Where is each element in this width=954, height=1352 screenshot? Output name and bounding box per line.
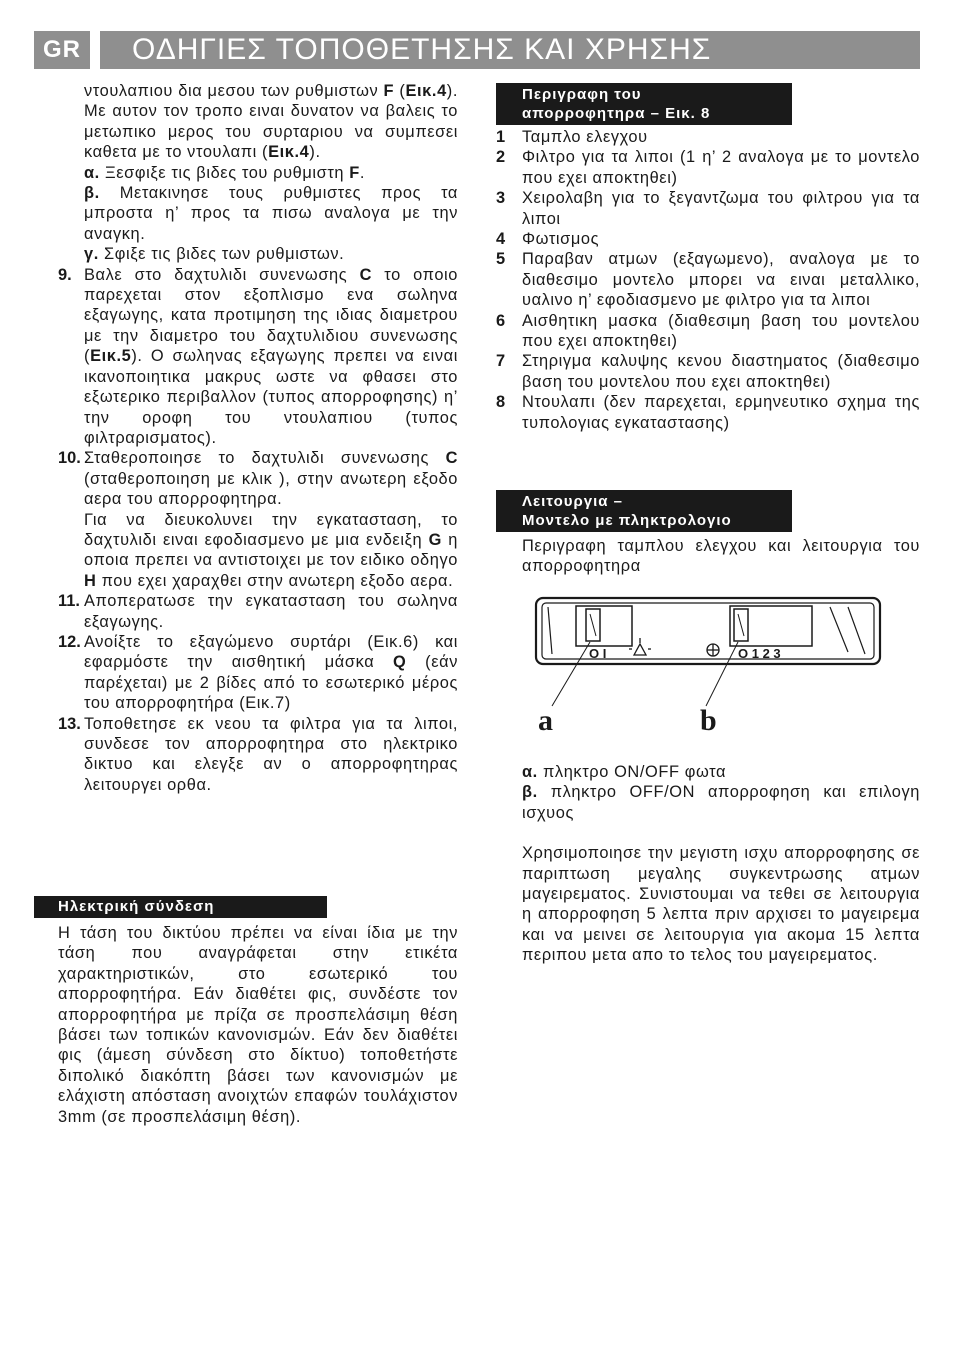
operation-heading: [496, 490, 792, 532]
list-item: [496, 147, 920, 188]
list-number: 4: [496, 230, 506, 249]
fan-icon: [707, 644, 719, 656]
spacer: [522, 823, 920, 843]
step-text-part: που εχει χαραχθει στην ανωτερη εξοδο αερα.: [96, 571, 454, 590]
operation-heading-line: Λειτουργια –: [522, 493, 623, 510]
usage-paragraph: Χρησιμοποιησε την μεγιστη ισχυ απορροφησης σε παριπτωση μεγαλης συγκεντρωσης ατμων μαγειρεματος. Συνιστουμαι να τεθει σε λειτουργια η απορροφηση 5 λεπτα πριν αρχισει το μαγειρεμα και να μεινει σε λειτουργια για ακομα 15 λεπτα περιπου μετα απο το τελος του μαγειρεματος.: [522, 844, 920, 965]
step-9: [58, 265, 458, 449]
step-text: Αποπερατωσε την εγκατασταση του σωληνα εξαγωγης.: [84, 592, 458, 631]
language-badge: GR: [34, 31, 90, 69]
intro-paragraph: [58, 81, 458, 163]
list-text: Φωτισμος: [522, 230, 600, 249]
ref-fig4: Εικ.4: [268, 143, 310, 162]
step-text-part: ). Ο σωληνας εξαγωγης πρεπει να ειναι ικανοποιητικα μακρυς ωστε να φθασει στο εξωτερικο περιβαλλον (τυπος απορροφησης) η’ την οροφη του ντουλαπιου (τυπος φιλτραρισματος).: [84, 347, 458, 447]
ref-f: F: [383, 82, 395, 100]
step-number: 10.: [58, 449, 81, 468]
step-10: [58, 448, 458, 591]
list-item: [496, 127, 920, 147]
operation-section: [496, 490, 920, 577]
list-number: 8: [496, 393, 506, 412]
step-number: 13.: [58, 714, 81, 733]
ref-fig4: Εικ.4: [405, 82, 447, 100]
sub-step-label: γ.: [84, 245, 99, 264]
step-text-part: το οποιο παρεχεται στον εξοπλισμο ενα σωληνα εξαγωγης, κατα προτιμηση της ιδιας διαμετρου με την διαμετρο του δαχτυλιδιου συνενωσης (: [84, 265, 459, 366]
electrical-section: [34, 896, 458, 1127]
control-panel-diagram: [530, 592, 890, 742]
intro-text: ντουλαπιου δια μεσου των ρυθμιστων: [84, 82, 384, 100]
key-label: β.: [522, 783, 538, 802]
intro-text: ).: [309, 143, 321, 162]
ref-fig5: Εικ.5: [90, 347, 132, 366]
label-b: b: [700, 704, 717, 737]
operation-intro: Περιγραφη ταμπλου ελεγχου και λειτουργια του απορροφητηρα: [522, 537, 920, 576]
list-text: Φιλτρο για τα λιποι (1 η’ 2 αναλογα με το μοντελο που εχει αποκτηθει): [522, 148, 920, 187]
ref-c: C: [359, 265, 372, 284]
list-number: 2: [496, 148, 506, 167]
ref-q: Q: [393, 653, 407, 672]
description-heading: [496, 83, 792, 125]
fan-switch-marks: O 1 2 3: [738, 646, 781, 661]
page-title: ΟΔΗΓΙΕΣ ΤΟΠΟΘΕΤΗΣΗΣ ΚΑΙ ΧΡΗΣΗΣ: [100, 31, 920, 69]
intro-text: (: [394, 82, 406, 100]
key-text: πληκτρο ON/OFF φωτα: [537, 763, 727, 781]
step-text: [84, 632, 458, 714]
ref-c: C: [445, 449, 458, 468]
description-heading-line: απορροφητηρα – Εικ. 8: [522, 105, 711, 122]
step-number: 9.: [58, 265, 72, 284]
key-a-description: [522, 762, 920, 782]
step-12: [58, 632, 458, 714]
description-heading-line: Περιγραφη του: [522, 86, 642, 103]
key-label: α.: [522, 763, 538, 781]
step-text-part: Βαλε στο δαχτυλιδι συνενωσης: [84, 265, 360, 284]
electrical-text: Η τάση του δικτύου πρέπει να είναι ίδια με την τάση που αναγράφεται στην ετικέτα χαρακτηριστικών, στο εσωτερικό του απορροφητήρα. Εάν διαθέτει φις, συνδέστε τον απορροφητήρα με πρίζα σε προσπελάσιμη θέση βάσει των τοπικών κανονισμών. Εάν δεν διαθέτει φις (άμεση σύνδεση στο δίκτυο) τοποθετήστε διπολικό διακόπτη βάσει των κανονισμών με ελάχιστη απόσταση ανοιχτών επαφών τουλάχιστον 3mm (σε προσπελάσιμη θέση).: [58, 924, 458, 1126]
step-number: 11.: [58, 592, 80, 611]
right-column: [496, 83, 920, 433]
list-item: [496, 249, 920, 310]
step-text-part: (εάν παρέχεται) με 2 βίδες από το εσωτερικό μέρος του απορροφητήρα (Εικ.7): [84, 653, 458, 713]
list-number: 6: [496, 311, 506, 330]
list-item: [496, 311, 920, 352]
list-item: [496, 229, 920, 249]
sub-step-text: .: [359, 163, 366, 182]
list-number: 5: [496, 250, 506, 269]
step-13: [58, 714, 458, 796]
list-text: Ντουλαπι (δεν παρεχεται, ερμηνευτικο σχημα της τυπολογιας εγκαταστασης): [522, 393, 920, 432]
step-text-part: η οποια πρεπει να αντιστοιχει με τον ειδικο οδηγο: [84, 530, 458, 570]
list-number: 1: [496, 128, 506, 146]
label-a: a: [538, 704, 553, 737]
step-text: [84, 448, 458, 591]
light-switch-marks: O I: [589, 646, 607, 661]
step-text-part: Για να διευκολυνει την εγκατασταση, το δαχτυλιδι ειναι εφοδιασμενο με μια ενδειξη: [84, 510, 458, 549]
intro-text: ). Με αυτον τον τροπο ειναι δυνατον να βαλεις το μετωπικο μερος του συρταριου να συμπεσει καθετα με το ντουλαπι (: [84, 82, 459, 162]
ref-g: G: [428, 530, 442, 549]
list-text: Παραβαν ατμων (εξαγωμενο), αναλογα με το διαθεσιμο μοντελο μπορει να ειναι μεταλλικο, υαλινο η’ εφοδιασμενο με φιλτρο για τα λιποι: [522, 250, 920, 310]
list-item: [496, 351, 920, 392]
list-number: 3: [496, 189, 506, 208]
sub-step-c: [58, 244, 458, 264]
keys-section: [522, 762, 920, 966]
operation-heading-line: Μοντελο με πληκτρολογιο: [522, 512, 732, 529]
step-text-part: Ανοίξτε το εξαγώμενο συρτάρι (Εικ.6) και εφαρμόστε την αισθητική μάσκα: [84, 632, 458, 672]
sub-step-text: Ξεσφιξε τις βιδες του ρυθμιστη: [99, 163, 350, 182]
step-text-part: Σταθεροποιησε το δαχτυλιδι συνενωσης: [84, 449, 446, 468]
electrical-heading: Ηλεκτρική σύνδεση: [34, 896, 327, 918]
sub-step-a: [58, 163, 458, 183]
parts-list: [496, 127, 920, 433]
step-text: [84, 265, 458, 449]
list-item: [496, 392, 920, 433]
left-column: [58, 81, 458, 795]
sub-step-label: α.: [84, 163, 100, 182]
step-text-part: (σταθεροποιηση με κλικ ), στην ανωτερη εξοδο αερα του απορροφητηρα.: [84, 469, 458, 509]
sub-step-text: Μετακινησε τους ρυθμιστες προς τα μπροστα η’ προς τα πισω αναλογα με την αναγκη.: [84, 184, 458, 243]
step-text: Τοποθετησε εκ νεου τα φιλτρα για τα λιποι, συνδεσε τον απορροφητηρα στο ηλεκτρικο δικτυο και ελεγξε αν ο απορροφητηρας λειτουργει ορθα.: [84, 714, 458, 794]
list-item: [496, 188, 920, 229]
list-text: Στηριγμα καλυψης κενου διαστηματος (διαθεσιμο βαση του μοντελου που εχει αποκτηθει): [522, 352, 920, 391]
step-number: 12.: [58, 632, 81, 651]
ref-f: F: [349, 163, 360, 182]
key-text: πληκτρο OFF/ON απορροφηση και επιλογη ισχυος: [522, 783, 920, 822]
key-b-description: [522, 782, 920, 823]
list-text: Αισθητικη μασκα (διαθεσιμη βαση του μοντελου που εχει αποκτηθει): [522, 311, 920, 351]
sub-step-b: [58, 183, 458, 244]
list-number: 7: [496, 352, 506, 371]
sub-step-text: Σφιξε τις βιδες των ρυθμιστων.: [98, 245, 345, 264]
list-text: Χειρολαβη για το ξεγαντζωμα του φιλτρου για τα λιποι: [522, 189, 920, 228]
sub-step-label: β.: [84, 184, 100, 203]
ref-h: H: [84, 571, 97, 590]
list-text: Ταμπλο ελεγχου: [522, 128, 648, 146]
step-11: [58, 591, 458, 632]
